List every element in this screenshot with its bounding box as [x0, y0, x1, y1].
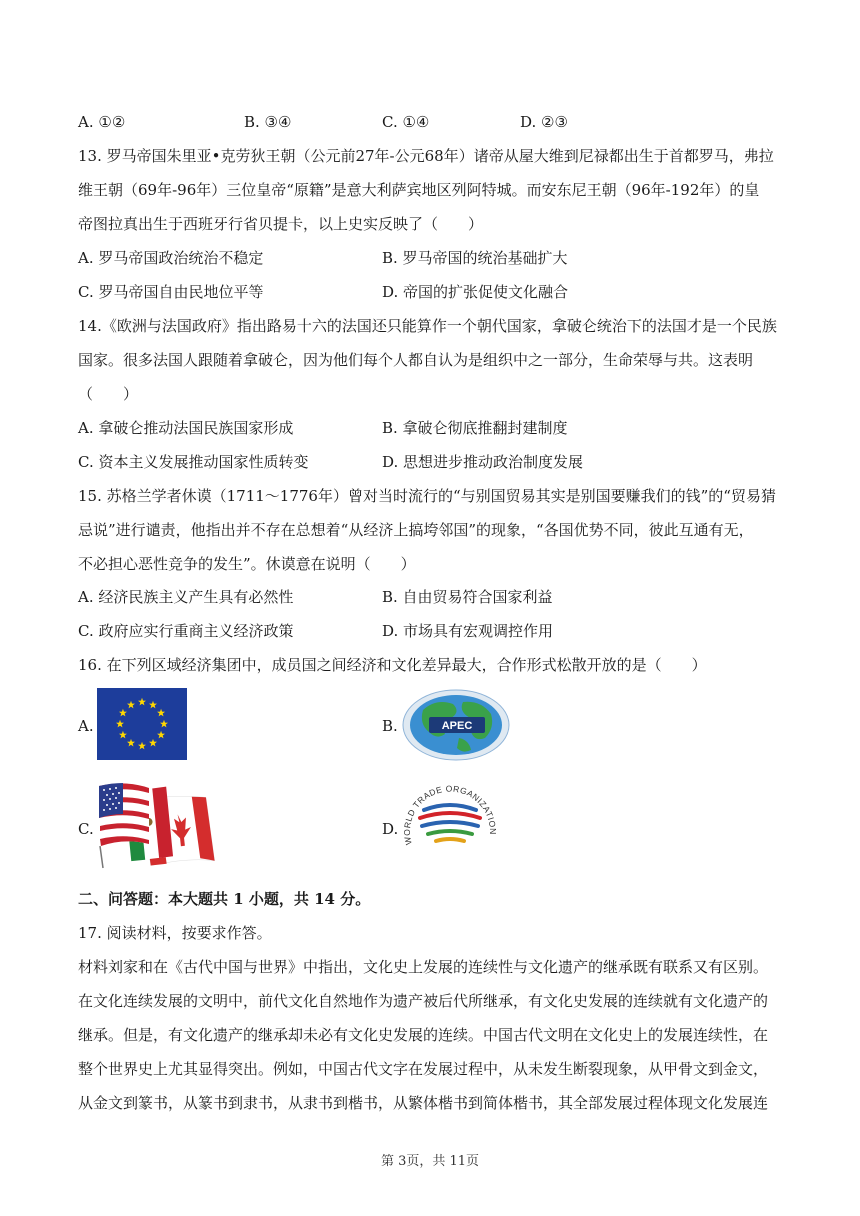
q12-option-d: D. ②③: [520, 113, 568, 131]
wto-logo-icon: [398, 774, 500, 854]
q16-label-b: B.: [382, 717, 398, 735]
q17-material-line-2: 在文化连续发展的文明中，前代文化自然地作为遗产被后代所继承，有文化史发展的连续就有文化遗产的: [78, 992, 769, 1010]
q15-option-c: C. 政府应实行重商主义经济政策: [78, 622, 294, 640]
q13-stem-line-2: 维王朝（69年-96年）三位皇帝“原籍”是意大利萨宾地区列阿特城。而安东尼王朝（96年-192年）的皇: [78, 181, 760, 199]
q13-option-d: D. 帝国的扩张促使文化融合: [382, 283, 569, 301]
q13-option-a: A. 罗马帝国政治统治不稳定: [78, 249, 264, 267]
q15-option-a: A. 经济民族主义产生具有必然性: [78, 588, 294, 606]
q17-material-line-5: 从金文到篆书，从篆书到隶书，从隶书到楷书，从繁体楷书到简体楷书，其全部发展过程体现文化发展连: [78, 1094, 769, 1112]
q14-stem-line-3: （ ）: [78, 385, 139, 403]
q14-option-a: A. 拿破仑推动法国民族国家形成: [78, 419, 294, 437]
q16-label-d: D.: [382, 820, 399, 838]
q17-material-line-4: 整个世界史上尤其显得突出。例如，中国古代文字在发展过程中，从未发生断裂现象，从甲骨文到金文，: [78, 1060, 769, 1078]
q17-material-line-1: 材料刘家和在《古代中国与世界》中指出，文化史上发展的连续性与文化遗产的继承既有联系又有区别。: [78, 958, 769, 976]
apec-logo-icon: [401, 688, 511, 762]
q14-stem-line-1: 14.《欧洲与法国政府》指出路易十六的法国还只能算作一个朝代国家，拿破仑统治下的法国才是一个民族: [78, 317, 777, 335]
q12-option-b: B. ③④: [244, 113, 292, 131]
q15-stem-line-3: 不必担心恶性竞争的发生”。休谟意在说明（ ）: [78, 555, 416, 573]
q13-option-c: C. 罗马帝国自由民地位平等: [78, 283, 264, 301]
q15-option-d: D. 市场具有宏观调控作用: [382, 622, 554, 640]
q17-stem: 17. 阅读材料，按要求作答。: [78, 924, 272, 942]
nafta-flags-icon: [97, 778, 217, 872]
q13-stem-line-3: 帝图拉真出生于西班牙行省贝提卡，以上史实反映了（ ）: [78, 215, 484, 233]
q14-option-b: B. 拿破仑彻底推翻封建制度: [382, 419, 568, 437]
q12-option-c: C. ①④: [382, 113, 430, 131]
q15-stem-line-1: 15. 苏格兰学者休谟（1711～1776年）曾对当时流行的“与别国贸易其实是别国要赚我们的钱”的“贸易猜: [78, 487, 776, 505]
section-2-heading: 二、问答题：本大题共 1 小题，共 14 分。: [78, 890, 371, 908]
q14-option-d: D. 思想进步推动政治制度发展: [382, 453, 584, 471]
page-footer: 第 3页，共 11页: [380, 1154, 480, 1169]
q17-material-line-3: 继承。但是，有文化遗产的继承却未必有文化史发展的连续。中国古代文明在文化史上的发展连续性，在: [78, 1026, 769, 1044]
q16-label-a: A.: [78, 717, 94, 735]
q12-option-a: A. ①②: [78, 113, 126, 131]
q13-stem-line-1: 13. 罗马帝国朱里亚•克劳狄王朝（公元前27年-公元68年）诸帝从屋大维到尼禄都出生于首都罗马，弗拉: [78, 147, 774, 165]
q16-stem: 16. 在下列区域经济集团中，成员国之间经济和文化差异最大，合作形式松散开放的是（ ）: [78, 656, 707, 674]
q13-option-b: B. 罗马帝国的统治基础扩大: [382, 249, 568, 267]
eu-flag-icon: [97, 688, 187, 760]
q14-option-c: C. 资本主义发展推动国家性质转变: [78, 453, 309, 471]
q14-stem-line-2: 国家。很多法国人跟随着拿破仑，因为他们每个人都自认为是组织中之一部分，生命荣辱与共。这表明: [78, 351, 754, 369]
q16-label-c: C.: [78, 820, 94, 838]
wto-arc-text: WORLD TRADE ORGANIZATION: [401, 783, 499, 846]
q15-stem-line-2: 忌说”进行谴责，他指出并不存在总想着“从经济上搞垮邻国”的现象，“各国优势不同，彼此互通有无，: [78, 521, 754, 539]
q15-option-b: B. 自由贸易符合国家利益: [382, 588, 553, 606]
apec-logo-text: APEC: [441, 720, 473, 732]
